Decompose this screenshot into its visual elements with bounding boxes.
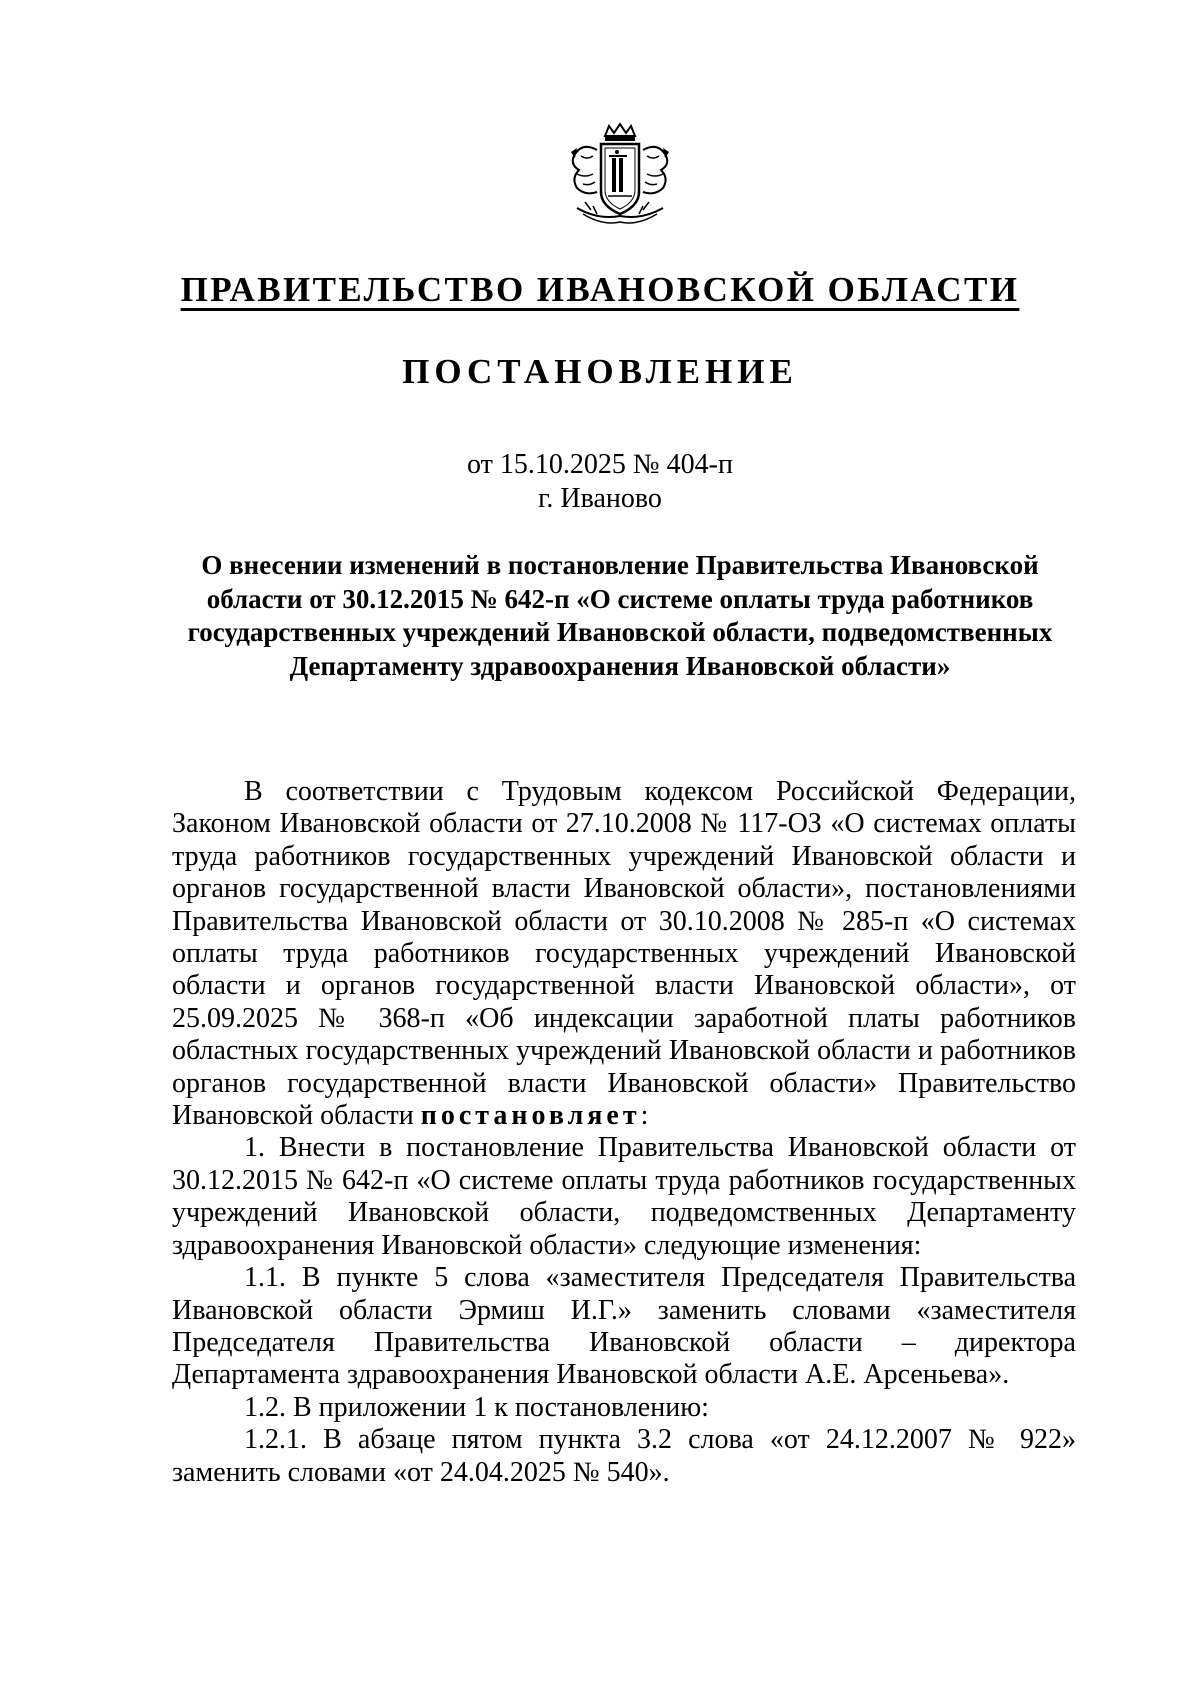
document-city: г. Иваново <box>538 483 662 514</box>
resolves-word: постановляет <box>420 1100 641 1132</box>
preamble-paragraph <box>172 776 1076 1132</box>
government-name-text: ПРАВИТЕЛЬСТВО ИВАНОВСКОЙ ОБЛАСТИ <box>180 270 1020 309</box>
document-date-number: от 15.10.2025 № 404-п <box>467 449 733 480</box>
document-subject: О внесении изменений в постановление Правительства Ивановской области от 30.12.2015 № 642-п «О системе оплаты труда работников государственных учреждений Ивановской области, подведомственных Департаменту здравоохранения Ивановской области» <box>187 550 1053 681</box>
resolves-colon: : <box>640 1100 649 1132</box>
item-1-1-paragraph: 1.1. В пункте 5 слова «заместителя Председателя Правительства Ивановской области Эрмиш И.Г.» заменить словами «заместителя Председателя Правительства Ивановской области – директора Департамента здравоохранения Ивановской области А.Е. Арсеньева». <box>172 1262 1076 1391</box>
document-body <box>172 776 1076 1489</box>
item-1-2-paragraph: 1.2. В приложении 1 к постановлению: <box>244 1391 709 1423</box>
item-1-2-1-paragraph: 1.2.1. В абзаце пятом пункта 3.2 слова «от 24.12.2007 № 922» заменить словами «от 24.04.2025 № 540». <box>172 1424 1076 1488</box>
preamble-text: В соответствии с Трудовым кодексом Российской Федерации, Законом Ивановской области от 27.10.2008 № 117-ОЗ «О системах оплаты труда работников государственных учреждений Ивановской области и органов государственной власти Ивановской области», постановлениями Правительства Ивановской области от 30.10.2008 № 285-п «О системах оплаты труда работников государственных учреждений Ивановской области и органов государственной власти Ивановской области», от 25.09.2025 № 368-п «Об индексации заработной платы работников областных государственных учреждений Ивановской области и работников органов государственной власти Ивановской области» Правительство Ивановской области <box>172 776 1076 1132</box>
government-name <box>0 268 1200 312</box>
coat-of-arms-emblem <box>563 122 678 232</box>
item-1-paragraph: 1. Внести в постановление Правительства Ивановской области от 30.12.2015 № 642-п «О системе оплаты труда работников государственных учреждений Ивановской области, подведомственных Департаменту здравоохранения Ивановской области» следующие изменения: <box>172 1132 1076 1261</box>
document-type: ПОСТАНОВЛЕНИЕ <box>402 352 798 391</box>
coat-of-arms-icon <box>563 122 678 232</box>
